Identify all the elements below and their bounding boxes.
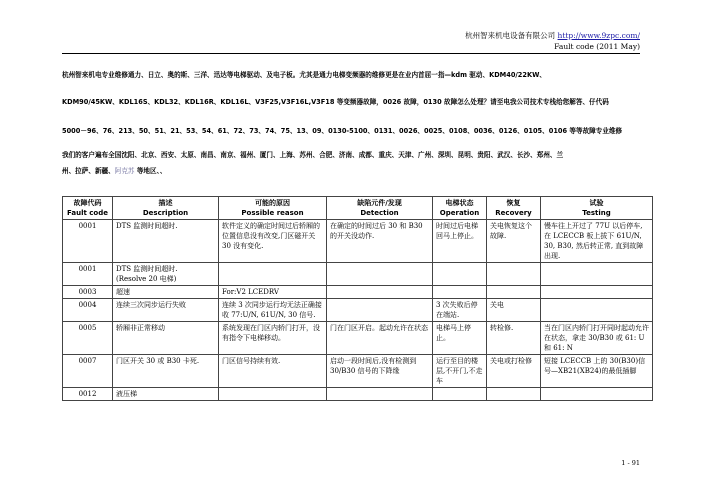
cell-recovery [487, 263, 541, 286]
column-header: 试验 Testing [541, 197, 653, 220]
cell-desc: 连续三次同步运行失败 [113, 299, 219, 322]
cell-operation [433, 388, 487, 401]
cell-detection: 门在门区开启。起动允许在状态 [327, 322, 433, 355]
cell-reason: For:V2 LCEDRV [219, 286, 327, 299]
intro-line-3: 5000－96、76、213、50、51、21、53、54、61、72、73、74、75、13、09、0130-5100、0131、0026、0025、0108、0036、0126、0105、0106 等等故障专业维修 [62, 127, 623, 135]
cell-reason [219, 388, 327, 401]
cell-operation: 电梯马上停止。 [433, 322, 487, 355]
cell-reason [219, 263, 327, 286]
cell-desc: DTS 监测时间超时. [113, 220, 219, 263]
cell-testing [541, 263, 653, 286]
cell-code: 0001 [63, 220, 113, 263]
table-row [63, 322, 653, 355]
cell-detection: 启动一段时间后,没有检测到 30/B30 信号的下降缘 [327, 355, 433, 388]
cell-recovery [487, 286, 541, 299]
cell-code: 0001 [63, 263, 113, 286]
cell-detection [327, 388, 433, 401]
cell-code: 0003 [63, 286, 113, 299]
cell-desc: 液压梯 [113, 388, 219, 401]
cell-code: 0012 [63, 388, 113, 401]
cell-recovery: 关电或打检修 [487, 355, 541, 388]
cell-desc: DTS 监测时间超时. (Resolve 20 电梯) [113, 263, 219, 286]
table-header-row [63, 197, 653, 220]
intro-link-aksu[interactable]: 阿克苏 [114, 167, 135, 175]
table-row [63, 299, 653, 322]
intro-line-5-text-b: 等地区、、 [134, 167, 167, 175]
cell-testing [541, 299, 653, 322]
cell-recovery [487, 388, 541, 401]
cell-testing [541, 388, 653, 401]
cell-reason: 系统发现在门区内轿门打开，没有指令下电梯移动。 [219, 322, 327, 355]
company-name: 杭州智来机电设备有限公司 [465, 31, 556, 40]
intro-line-4: 我们的客户遍布全国沈阳、北京、西安、太原、南昌、南京、福州、厦门、上海、苏州、合肥、济南、成都、重庆、天津、广州、深圳、昆明、贵阳、武汉、长沙、郑州、兰 [62, 151, 564, 159]
cell-code: 0004 [63, 299, 113, 322]
cell-reason: 门区信号持续有效. [219, 355, 327, 388]
table-row [63, 263, 653, 286]
intro-line-5 [62, 166, 652, 176]
cell-operation: 3 次失败后停在端站. [433, 299, 487, 322]
column-header: 可能的原因 Possible reason [219, 197, 327, 220]
column-header: 故障代码 Fault code [63, 197, 113, 220]
cell-testing: 短接 LCECCB 上的 30(B30)信号—XB21(XB24)的最低插脚 [541, 355, 653, 388]
company-url-link[interactable]: http://www.9zpc.com/ [557, 31, 640, 40]
intro-line-1: 杭州智来机电专业维修通力、日立、奥的斯、三洋、迅达等电梯驱动、及电子板。尤其是通力电梯变频器的维修更是在业内首屈一指—kdm 驱动、KDM40/22KW、 [62, 71, 546, 79]
table-row [63, 286, 653, 299]
cell-detection: 在确定的时间过后 30 和 B30 的开关没动作. [327, 220, 433, 263]
column-header: 缺陷元件/发现 Detection [327, 197, 433, 220]
cell-operation [433, 263, 487, 286]
header-company [465, 30, 640, 41]
cell-recovery: 转检修. [487, 322, 541, 355]
table-row [63, 220, 653, 263]
cell-detection [327, 263, 433, 286]
cell-recovery: 关电恢复这个故障. [487, 220, 541, 263]
cell-detection [327, 299, 433, 322]
fault-code-table [62, 196, 653, 401]
cell-operation [433, 286, 487, 299]
cell-reason: 软件定义的确定时间过后轿厢的位置信息没有改变,门区磁开关 30 没有变化. [219, 220, 327, 263]
cell-detection [327, 286, 433, 299]
cell-code: 0005 [63, 322, 113, 355]
cell-desc: 超速 [113, 286, 219, 299]
table-row [63, 388, 653, 401]
cell-testing: 慢车往上开过了 77U 以后停车,在 LCECCB 板上拔下 61U/N, 30, B30, 然后转正常, 直到故障出现. [541, 220, 653, 263]
cell-testing: 当在门区内轿门打开同时起动允许在状态，拿走 30/B30 或 61: U 和 61: N [541, 322, 653, 355]
column-header: 电梯状态 Operation [433, 197, 487, 220]
column-header: 恢复 Recovery [487, 197, 541, 220]
cell-desc: 轿厢非正常移动 [113, 322, 219, 355]
intro-line-2: KDM90/45KW、KDL16S、KDL32、KDL16R、KDL16L、V3F25,V3F16L,V3F18 等变频器故障，0026 故障，0130 故障怎么处理？请至电我公司技术专栈给您解答、仔代码 [62, 98, 609, 106]
header-divider [62, 53, 640, 54]
cell-desc: 门区开关 30 或 B30 卡死. [113, 355, 219, 388]
intro-line-5-text-a: 州、拉萨、新疆、 [62, 167, 115, 175]
cell-code: 0007 [63, 355, 113, 388]
page-number: 1 - 91 [621, 459, 640, 467]
cell-recovery: 关电 [487, 299, 541, 322]
cell-reason: 连续 3 次同步运行均无法正确接收 77:U/N, 61U/N, 30 信号. [219, 299, 327, 322]
table-row [63, 355, 653, 388]
column-header: 描述 Description [113, 197, 219, 220]
document-title: Fault code (2011 May) [554, 42, 640, 51]
cell-operation: 运行至目的楼层,不开门,不走车 [433, 355, 487, 388]
cell-testing [541, 286, 653, 299]
cell-operation: 时间过后电梯回马上停止。 [433, 220, 487, 263]
